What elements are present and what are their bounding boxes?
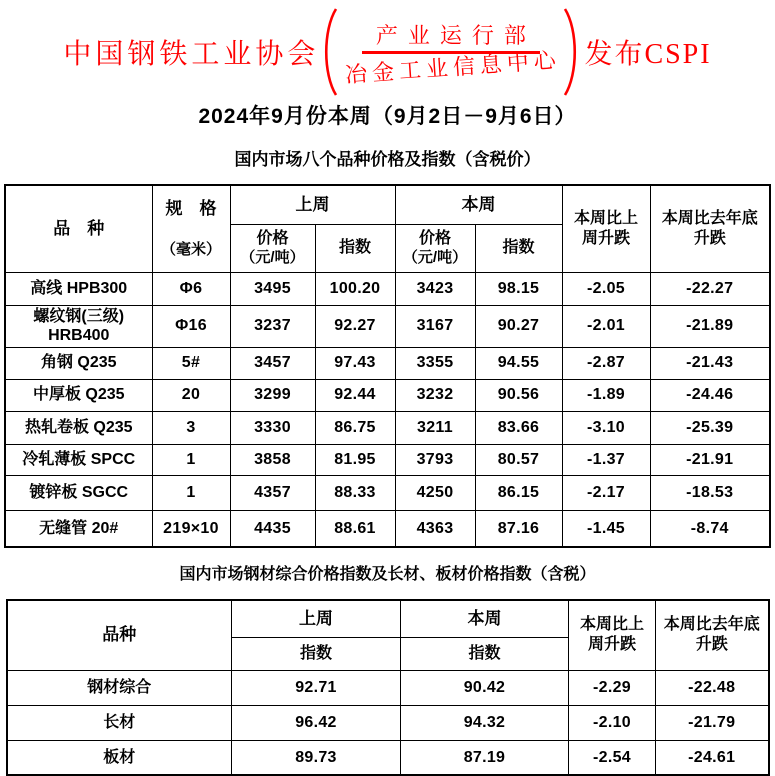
- wow-cell: -2.29: [569, 670, 656, 705]
- col-header-tw-price-line1: 价格: [418, 229, 451, 247]
- lw-price-cell: 3858: [230, 444, 315, 475]
- table2-title: 国内市场钢材综合价格指数及长材、板材价格指数（含税）: [179, 566, 596, 583]
- lw-index-cell: 92.27: [315, 305, 395, 347]
- spec-cell: 219×10: [152, 510, 230, 547]
- variety-cell: 钢材综合: [7, 670, 232, 705]
- department-top-label: 产业运行部: [375, 22, 536, 48]
- department-bottom-label: 冶金工业信息中心: [344, 47, 562, 88]
- lw-index-cell: 96.42: [232, 705, 401, 740]
- wow-cell: -2.10: [569, 705, 656, 740]
- table-row: [5, 510, 770, 547]
- variety-cell: 冷轧薄板 SPCC: [5, 444, 152, 475]
- col-header-ytd-line2: 升跌: [695, 636, 728, 654]
- col-header-ytd: [650, 185, 770, 272]
- ytd-cell: -21.91: [650, 444, 770, 475]
- wow-cell: -3.10: [562, 411, 650, 444]
- table-row: [5, 411, 770, 444]
- ytd-cell: -25.39: [650, 411, 770, 444]
- tw-price-cell: 4363: [395, 510, 475, 547]
- tw-index-cell: 86.15: [475, 475, 562, 510]
- lw-index-cell: 92.44: [315, 379, 395, 411]
- ytd-cell: -24.61: [656, 740, 769, 775]
- price-index-table: [4, 184, 771, 548]
- tw-index-cell: 87.16: [475, 510, 562, 547]
- ytd-cell: -21.43: [650, 347, 770, 379]
- tw-price-cell: 3355: [395, 347, 475, 379]
- tw-price-cell: 3232: [395, 379, 475, 411]
- col-header-last-week: 上周: [230, 185, 395, 224]
- col-header-wow: [562, 185, 650, 272]
- composite-index-table: [6, 599, 770, 776]
- table-row: [5, 475, 770, 510]
- col-header-lw-price-line1: 价格: [256, 229, 289, 247]
- col-header-lw-price-line2: （元/吨）: [240, 248, 305, 266]
- col-header-tw-price: [395, 224, 475, 272]
- col-header-wow: [569, 600, 656, 670]
- table-row: [5, 347, 770, 379]
- col-header-wow-line2: 周升跌: [581, 229, 630, 247]
- tw-index-cell: 98.15: [475, 272, 562, 305]
- lw-index-cell: 86.75: [315, 411, 395, 444]
- col-header-last-week: 上周: [232, 600, 401, 637]
- variety-cell: 高线 HPB300: [5, 272, 152, 305]
- table-row: [5, 272, 770, 305]
- col-header-ytd: [656, 600, 769, 670]
- col-header-wow-line1: 本周比上: [573, 209, 638, 227]
- wow-cell: -1.37: [562, 444, 650, 475]
- lw-index-cell: 97.43: [315, 347, 395, 379]
- col-header-spec: [152, 185, 230, 272]
- table-row: [5, 305, 770, 347]
- lw-price-cell: 4435: [230, 510, 315, 547]
- col-header-spec-line1: 规 格: [165, 198, 217, 218]
- lw-price-cell: 3237: [230, 305, 315, 347]
- lw-index-cell: 88.61: [315, 510, 395, 547]
- col-header-this-week: 本周: [395, 185, 562, 224]
- lw-price-cell: 3495: [230, 272, 315, 305]
- variety-cell: 无缝管 20#: [5, 510, 152, 547]
- tw-index-cell: 94.55: [475, 347, 562, 379]
- publish-label: 发布CSPI: [584, 39, 712, 70]
- lw-price-cell: 3299: [230, 379, 315, 411]
- wow-cell: -1.89: [562, 379, 650, 411]
- tw-price-cell: 4250: [395, 475, 475, 510]
- col-header-wow-line2: 周升跌: [587, 636, 636, 654]
- table-row: [5, 379, 770, 411]
- wow-cell: -2.01: [562, 305, 650, 347]
- col-header-ytd-line2: 升跌: [693, 229, 726, 247]
- col-header-this-week: 本周: [401, 600, 569, 637]
- tw-index-cell: 90.56: [475, 379, 562, 411]
- col-header-tw-index: 指数: [401, 637, 569, 670]
- tw-index-cell: 90.27: [475, 305, 562, 347]
- right-bracket-icon: [562, 6, 582, 98]
- col-header-tw-price-line2: （元/吨）: [402, 248, 468, 266]
- wow-cell: -2.17: [562, 475, 650, 510]
- col-header-ytd-line1: 本周比去年底: [661, 209, 758, 227]
- col-header-lw-index: 指数: [315, 224, 395, 272]
- col-header-ytd-line1: 本周比去年底: [663, 616, 760, 634]
- variety-cell: 镀锌板 SGCC: [5, 475, 152, 510]
- tw-index-cell: 94.32: [401, 705, 569, 740]
- tw-price-cell: 3167: [395, 305, 475, 347]
- ytd-cell: -22.27: [650, 272, 770, 305]
- tw-index-cell: 87.19: [401, 740, 569, 775]
- lw-index-cell: 88.33: [315, 475, 395, 510]
- spec-cell: Φ6: [152, 272, 230, 305]
- tw-index-cell: 80.57: [475, 444, 562, 475]
- col-header-lw-price: [230, 224, 315, 272]
- col-header-lw-index: 指数: [232, 637, 401, 670]
- col-header-wow-line1: 本周比上: [579, 616, 644, 634]
- wow-cell: -2.87: [562, 347, 650, 379]
- tw-index-cell: 90.42: [401, 670, 569, 705]
- tw-price-cell: 3423: [395, 272, 475, 305]
- spec-cell: Φ16: [152, 305, 230, 347]
- tw-price-cell: 3793: [395, 444, 475, 475]
- page-title: 2024年9月份本周（9月2日－9月6日）: [198, 105, 577, 128]
- masthead: [0, 0, 775, 100]
- table-row: [7, 670, 769, 705]
- ytd-cell: -18.53: [650, 475, 770, 510]
- spec-cell: 1: [152, 475, 230, 510]
- variety-cell: 螺纹钢(三级) HRB400: [5, 305, 152, 347]
- table1-title: 国内市场八个品种价格及指数（含税价）: [234, 150, 541, 169]
- ytd-cell: -21.79: [656, 705, 769, 740]
- wow-cell: -2.54: [569, 740, 656, 775]
- table-row: [5, 444, 770, 475]
- wow-cell: -1.45: [562, 510, 650, 547]
- lw-index-cell: 81.95: [315, 444, 395, 475]
- lw-index-cell: 100.20: [315, 272, 395, 305]
- lw-price-cell: 4357: [230, 475, 315, 510]
- variety-cell: 中厚板 Q235: [5, 379, 152, 411]
- variety-cell: 热轧卷板 Q235: [5, 411, 152, 444]
- table-row: [7, 705, 769, 740]
- association-name: 中国钢铁工业协会: [63, 39, 320, 70]
- wow-cell: -2.05: [562, 272, 650, 305]
- spec-cell: 20: [152, 379, 230, 411]
- department-fraction: [340, 22, 562, 88]
- ytd-cell: -24.46: [650, 379, 770, 411]
- col-header-variety: 品 种: [5, 185, 152, 272]
- lw-price-cell: 3457: [230, 347, 315, 379]
- spec-cell: 1: [152, 444, 230, 475]
- table-row: [7, 740, 769, 775]
- ytd-cell: -22.48: [656, 670, 769, 705]
- ytd-cell: -21.89: [650, 305, 770, 347]
- lw-index-cell: 89.73: [232, 740, 401, 775]
- tw-index-cell: 83.66: [475, 411, 562, 444]
- variety-cell: 角钢 Q235: [5, 347, 152, 379]
- col-header-spec-line2: （毫米）: [160, 240, 221, 258]
- ytd-cell: -8.74: [650, 510, 770, 547]
- tw-price-cell: 3211: [395, 411, 475, 444]
- left-bracket-icon: [319, 6, 339, 98]
- col-header-tw-index: 指数: [475, 224, 562, 272]
- variety-cell: 长材: [7, 705, 232, 740]
- spec-cell: 3: [152, 411, 230, 444]
- spec-cell: 5#: [152, 347, 230, 379]
- variety-cell: 板材: [7, 740, 232, 775]
- lw-index-cell: 92.71: [232, 670, 401, 705]
- col-header-variety: 品种: [7, 600, 232, 670]
- lw-price-cell: 3330: [230, 411, 315, 444]
